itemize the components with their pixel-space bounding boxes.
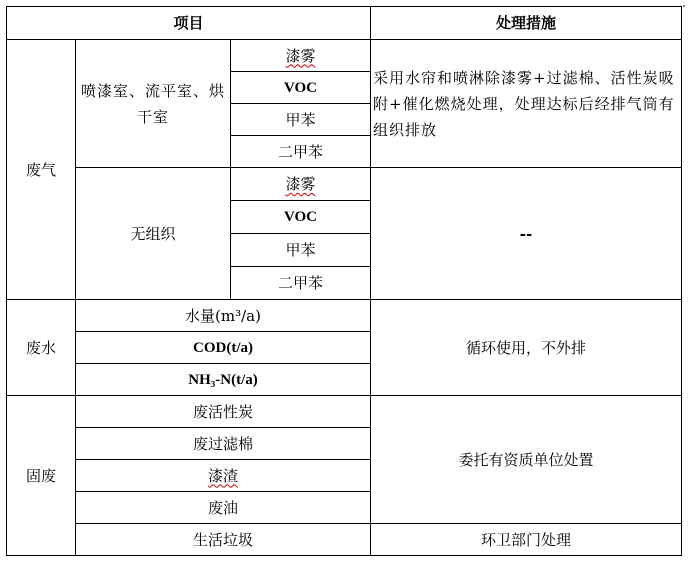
corner-mark — [683, 5, 685, 7]
pollution-control-table — [6, 6, 682, 556]
pollutant-cell: 二甲苯 — [231, 136, 371, 168]
header-item: 项目 — [7, 7, 371, 40]
solid-item-cell: 生活垃圾 — [76, 524, 371, 556]
organized-measure: 采用水帘和喷淋除漆雾+过滤棉、活性炭吸附+催化燃烧处理，处理达标后经排气筒有组织排放 — [371, 40, 682, 168]
pollutant-cell: 甲苯 — [231, 234, 371, 267]
unorganized-source: 无组织 — [76, 168, 231, 300]
unorganized-measure: -- — [371, 168, 682, 300]
solid-item-cell: 漆渣 — [76, 460, 371, 492]
pollutant-cell: 二甲苯 — [231, 267, 371, 300]
table-row — [7, 168, 682, 201]
header-measures: 处理措施 — [371, 7, 682, 40]
pollutant-cell: 漆雾 — [231, 40, 371, 72]
pollutant-cell: VOC — [231, 72, 371, 104]
pollutant-cell: 甲苯 — [231, 104, 371, 136]
water-item-cell: 水量(m³/a) — [76, 300, 371, 332]
water-measure: 循环使用，不外排 — [371, 300, 682, 396]
solid-domestic-measure: 环卫部门处理 — [371, 524, 682, 556]
category-waste-gas: 废气 — [7, 40, 76, 300]
table-row — [7, 40, 682, 72]
water-item-cell: COD(t/a) — [76, 332, 371, 364]
organized-source: 喷漆室、流平室、烘干室 — [76, 40, 231, 168]
solid-item-cell: 废活性炭 — [76, 396, 371, 428]
water-item-cell: NH₃-N(t/a) — [76, 364, 371, 396]
pollutant-cell: VOC — [231, 201, 371, 234]
table-row — [7, 524, 682, 556]
solid-item-cell: 废油 — [76, 492, 371, 524]
solid-hazardous-measure: 委托有资质单位处置 — [371, 396, 682, 524]
solid-item-cell: 废过滤棉 — [76, 428, 371, 460]
table-row — [7, 396, 682, 428]
category-waste-water: 废水 — [7, 300, 76, 396]
table-row — [7, 300, 682, 332]
pollutant-cell: 漆雾 — [231, 168, 371, 201]
header-row — [7, 7, 682, 40]
category-solid-waste: 固废 — [7, 396, 76, 556]
